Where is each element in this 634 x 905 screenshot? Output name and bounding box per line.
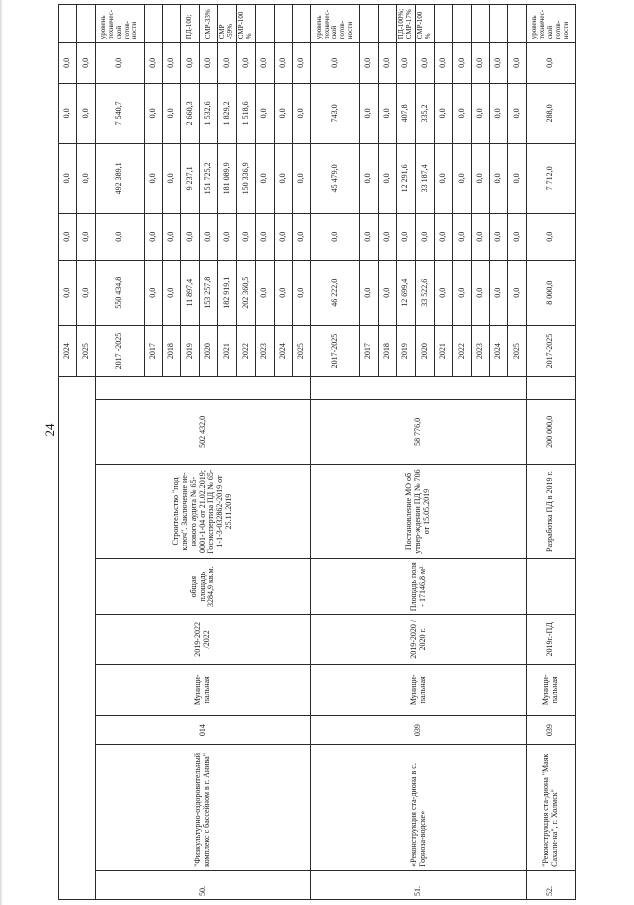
years-cell: 2023	[471, 325, 489, 377]
years-cell: 2021	[218, 325, 237, 377]
value-cell: 0,0	[144, 83, 162, 144]
continuation-cell	[59, 377, 96, 900]
project-number: 50.	[95, 870, 311, 899]
value-cell: 0,0	[77, 260, 95, 325]
value-cell: 0,0	[59, 213, 77, 260]
table-row	[95, 5, 144, 900]
page-number: 24	[42, 423, 57, 437]
value-cell: 0,0	[274, 43, 292, 83]
years-cell: 2019	[396, 325, 415, 377]
construction-period: 2019-2020 / 2020 г.	[311, 615, 527, 664]
ownership-cell: Муници-пальная	[311, 664, 527, 716]
value-cell: 150 336,9	[237, 144, 256, 214]
value-cell: 0,0	[292, 213, 310, 260]
readiness-note	[292, 5, 310, 43]
years-cell: 2017	[144, 325, 162, 377]
value-cell: 0,0	[415, 43, 434, 83]
value-cell: 0,0	[360, 144, 378, 214]
value-cell: 0,0	[453, 43, 471, 83]
value-cell: 0,0	[95, 213, 144, 260]
readiness-note	[435, 5, 453, 43]
value-cell: 0,0	[95, 43, 144, 83]
years-cell: 2017 -2025	[95, 325, 144, 377]
value-cell: 0,0	[274, 144, 292, 214]
value-cell: 12 291,6	[396, 144, 415, 214]
value-cell: 0,0	[292, 43, 310, 83]
value-cell: 0,0	[378, 144, 396, 214]
readiness-note	[59, 5, 77, 43]
table-row	[59, 5, 77, 900]
ownership-cell: Муници-пальная	[95, 664, 311, 716]
value-cell: 0,0	[435, 260, 453, 325]
years-cell: 2022	[237, 325, 256, 377]
years-cell: 2020	[415, 325, 434, 377]
scan-edge	[0, 0, 3, 905]
value-cell: 0,0	[396, 213, 415, 260]
capacity-cell: Площадь поля - 17146,8 м²	[311, 559, 527, 615]
readiness-note	[77, 5, 95, 43]
value-cell: 0,0	[490, 43, 508, 83]
readiness-note: ПД-100%; СМР-17%	[396, 5, 415, 43]
years-cell: 2025	[292, 325, 310, 377]
readiness-note: уровень техничес-ской готов-ности	[526, 5, 575, 43]
readiness-note	[163, 5, 181, 43]
value-cell: 0,0	[144, 213, 162, 260]
value-cell: 288,0	[526, 83, 575, 144]
value-cell: 0,0	[435, 83, 453, 144]
years-cell: 2020	[199, 325, 217, 377]
value-cell: 45 479,0	[311, 144, 360, 214]
value-cell: 407,8	[396, 83, 415, 144]
value-cell: 0,0	[471, 260, 489, 325]
value-cell: 0,0	[508, 144, 526, 214]
spacer-cell	[526, 377, 575, 400]
value-cell: 0,0	[256, 260, 274, 325]
value-cell: 0,0	[490, 83, 508, 144]
capacity-cell: общая площадь 3284,9 кв.м.	[95, 559, 311, 615]
value-cell: 492 389,1	[95, 144, 144, 214]
value-cell: 0,0	[292, 260, 310, 325]
value-cell: 0,0	[77, 83, 95, 144]
value-cell: 0,0	[508, 83, 526, 144]
value-cell: 0,0	[415, 213, 434, 260]
value-cell: 0,0	[77, 43, 95, 83]
value-cell: 0,0	[218, 213, 237, 260]
value-cell: 0,0	[181, 43, 199, 83]
value-cell: 0,0	[471, 213, 489, 260]
readiness-note	[256, 5, 274, 43]
value-cell: 1 518,6	[237, 83, 256, 144]
value-cell: 0,0	[378, 83, 396, 144]
value-cell: 0,0	[360, 83, 378, 144]
years-cell: 2021	[435, 325, 453, 377]
value-cell: 0,0	[163, 43, 181, 83]
basis-document: Постановление МО об утвер-ждении ПД № 706 от 15.05.2019	[311, 464, 527, 558]
years-cell: 2024	[274, 325, 292, 377]
value-cell: 0,0	[237, 43, 256, 83]
value-cell: 0,0	[311, 43, 360, 83]
value-cell: 0,0	[59, 83, 77, 144]
value-cell: 335,2	[415, 83, 434, 144]
years-cell: 2017	[360, 325, 378, 377]
value-cell: 0,0	[163, 213, 181, 260]
value-cell: 0,0	[471, 83, 489, 144]
years-cell: 2019	[181, 325, 199, 377]
table-row	[311, 5, 360, 900]
value-cell: 0,0	[378, 43, 396, 83]
value-cell: 743,0	[311, 83, 360, 144]
years-cell: 2017-2025	[311, 325, 360, 377]
value-cell: 7 712,0	[526, 144, 575, 214]
value-cell: 0,0	[490, 260, 508, 325]
investment-program-table	[58, 4, 576, 900]
value-cell: 0,0	[435, 43, 453, 83]
value-cell: 9 237,1	[181, 144, 199, 214]
value-cell: 1 829,2	[218, 83, 237, 144]
value-cell: 0,0	[453, 144, 471, 214]
value-cell: 0,0	[360, 213, 378, 260]
value-cell: 202 360,5	[237, 260, 256, 325]
value-cell: 550 434,8	[95, 260, 144, 325]
value-cell: 0,0	[144, 260, 162, 325]
years-cell: 2024	[490, 325, 508, 377]
value-cell: 0,0	[144, 43, 162, 83]
value-cell: 0,0	[163, 144, 181, 214]
basis-document: Разработка ПД в 2019 г.	[526, 464, 575, 558]
ownership-cell: Муници-пальная	[526, 664, 575, 716]
project-name: "Реконструкция ста-диона "Маяк Сахали-на", г. Холмск"	[526, 745, 575, 871]
value-cell: 0,0	[435, 213, 453, 260]
value-cell: 0,0	[59, 260, 77, 325]
readiness-note	[490, 5, 508, 43]
value-cell: 0,0	[435, 144, 453, 214]
years-cell: 2017-2025	[526, 325, 575, 377]
construction-period: 2019г.-ПД	[526, 615, 575, 664]
value-cell: 8 000,0	[526, 260, 575, 325]
value-cell: 0,0	[292, 83, 310, 144]
value-cell: 0,0	[163, 260, 181, 325]
value-cell: 0,0	[508, 213, 526, 260]
value-cell: 0,0	[256, 144, 274, 214]
value-cell: 182 919,1	[218, 260, 237, 325]
value-cell: 0,0	[292, 144, 310, 214]
value-cell: 0,0	[311, 213, 360, 260]
value-cell: 0,0	[378, 260, 396, 325]
readiness-note	[453, 5, 471, 43]
value-cell: 0,0	[59, 43, 77, 83]
value-cell: 0,0	[453, 83, 471, 144]
rotated-table-sheet	[58, 4, 576, 900]
project-name: «Реконструкция ста-диона в с. Горноза-водске»	[311, 745, 527, 871]
value-cell: 0,0	[360, 260, 378, 325]
readiness-note	[471, 5, 489, 43]
value-cell: 0,0	[396, 43, 415, 83]
project-code: 014	[95, 716, 311, 745]
value-cell: 0,0	[471, 43, 489, 83]
readiness-note: СМР-100%	[415, 5, 434, 43]
value-cell: 0,0	[144, 144, 162, 214]
value-cell: 181 089,9	[218, 144, 237, 214]
estimated-cost: 58 776,0	[311, 399, 527, 464]
project-code: 039	[311, 716, 527, 745]
value-cell: 0,0	[508, 260, 526, 325]
years-cell: 2025	[77, 325, 95, 377]
readiness-note: уровень техничес-ской готов-ности	[95, 5, 144, 43]
project-number: 51.	[311, 870, 527, 899]
value-cell: 153 257,8	[199, 260, 217, 325]
project-code: 039	[526, 716, 575, 745]
value-cell: 0,0	[508, 43, 526, 83]
readiness-note: ПД-100;	[181, 5, 199, 43]
value-cell: 46 222,0	[311, 260, 360, 325]
value-cell: 11 897,4	[181, 260, 199, 325]
value-cell: 0,0	[471, 144, 489, 214]
value-cell: 0,0	[256, 43, 274, 83]
readiness-note	[144, 5, 162, 43]
value-cell: 12 699,4	[396, 260, 415, 325]
readiness-note	[360, 5, 378, 43]
value-cell: 0,0	[378, 213, 396, 260]
value-cell: 0,0	[274, 213, 292, 260]
value-cell: 0,0	[526, 213, 575, 260]
spacer-cell	[311, 377, 527, 400]
value-cell: 0,0	[199, 213, 217, 260]
value-cell: 0,0	[199, 43, 217, 83]
value-cell: 0,0	[360, 43, 378, 83]
value-cell: 2 660,3	[181, 83, 199, 144]
value-cell: 0,0	[274, 83, 292, 144]
value-cell: 0,0	[59, 144, 77, 214]
value-cell: 0,0	[490, 213, 508, 260]
value-cell: 0,0	[256, 83, 274, 144]
estimated-cost: 200 000,0	[526, 399, 575, 464]
readiness-note: СМР-100%	[237, 5, 256, 43]
value-cell: 151 725,2	[199, 144, 217, 214]
estimated-cost: 502 432,0	[95, 399, 311, 464]
spacer-cell	[95, 377, 311, 400]
years-cell: 2025	[508, 325, 526, 377]
construction-period: 2019-2022 /2022	[95, 615, 311, 664]
readiness-note	[274, 5, 292, 43]
project-number: 52.	[526, 870, 575, 899]
readiness-note: СМР -59%	[218, 5, 237, 43]
years-cell: 2023	[256, 325, 274, 377]
value-cell: 0,0	[181, 213, 199, 260]
value-cell: 33 522,6	[415, 260, 434, 325]
years-cell: 2024	[59, 325, 77, 377]
value-cell: 0,0	[77, 144, 95, 214]
value-cell: 0,0	[274, 260, 292, 325]
years-cell: 2018	[163, 325, 181, 377]
years-cell: 2018	[378, 325, 396, 377]
value-cell: 33 187,4	[415, 144, 434, 214]
value-cell: 0,0	[526, 43, 575, 83]
value-cell: 1 532,6	[199, 83, 217, 144]
value-cell: 0,0	[256, 213, 274, 260]
readiness-note: СМР-33%	[199, 5, 217, 43]
value-cell: 0,0	[218, 43, 237, 83]
value-cell: 0,0	[490, 144, 508, 214]
basis-document: Строительство "под ключ". Заключение ие-нового аудита № 65-0001-1-04 от 21.02.2019; Госэкспертиза ПД № 65-1-1-3-032862-2019 от 25.11.2019	[95, 464, 311, 558]
readiness-note	[508, 5, 526, 43]
years-cell: 2022	[453, 325, 471, 377]
value-cell: 0,0	[237, 213, 256, 260]
value-cell: 7 540,7	[95, 83, 144, 144]
table-row	[526, 5, 575, 900]
value-cell: 0,0	[453, 213, 471, 260]
readiness-note: уровень техничес-ской готов-ности	[311, 5, 360, 43]
capacity-cell	[526, 559, 575, 615]
value-cell: 0,0	[453, 260, 471, 325]
readiness-note	[378, 5, 396, 43]
value-cell: 0,0	[163, 83, 181, 144]
value-cell: 0,0	[77, 213, 95, 260]
project-name: "Физкультурно-оздоровительный комплекс с бассейном в г. Анива"	[95, 745, 311, 871]
